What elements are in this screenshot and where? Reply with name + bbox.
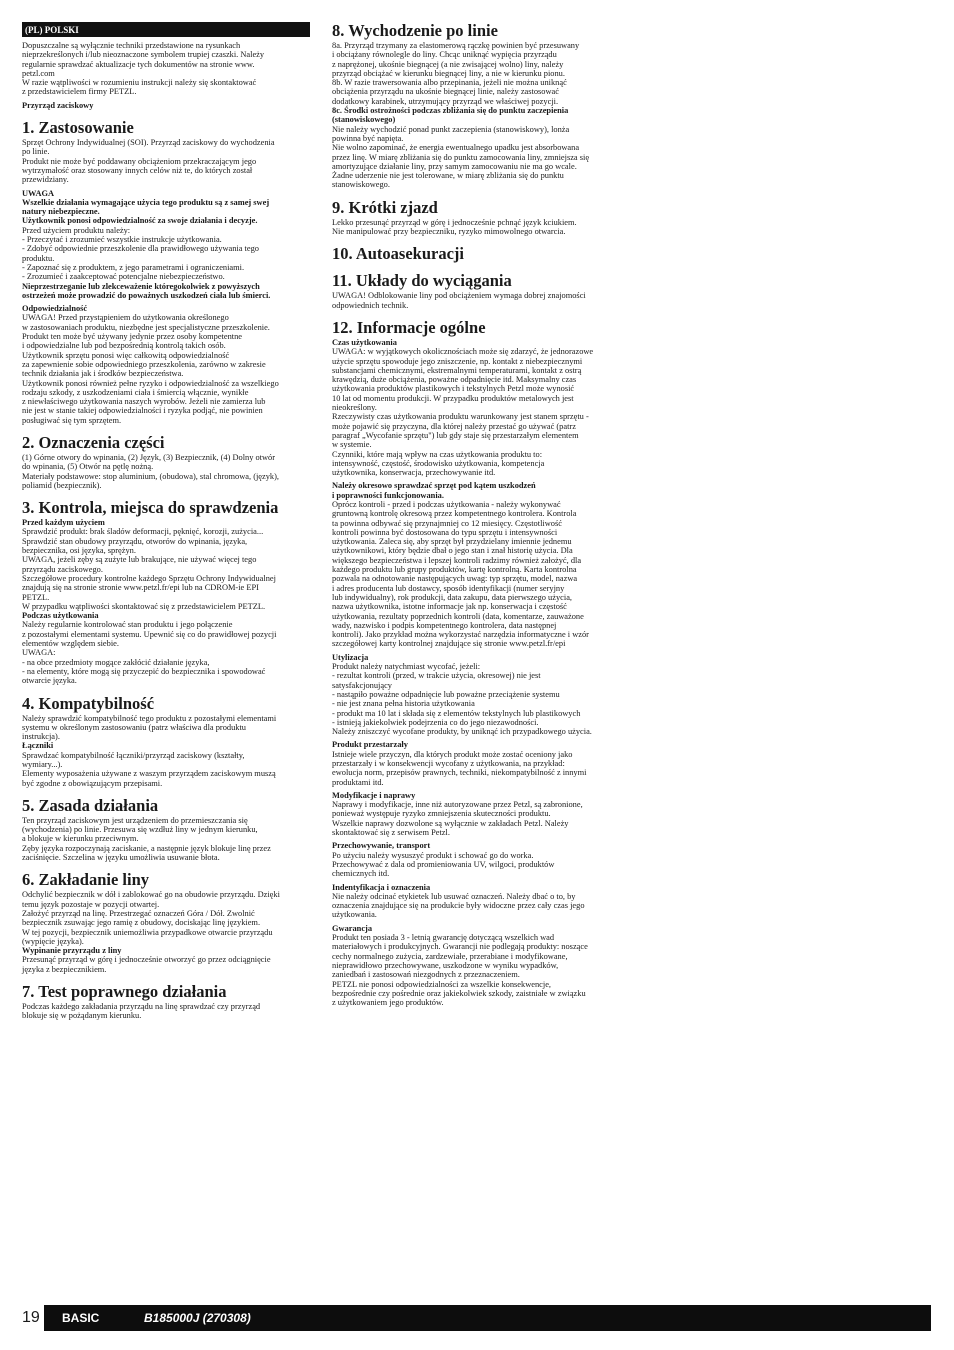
zasada-text: Ten przyrząd zaciskowym jest urządzeniem do przemieszczania się (wychodzenia) po linie. Przesuwa się wzdłuż liny w jednym kierunku, a blokuje w kierunku przeciwnym. Zęby języka rozpoczynają zaciskanie, a następnie język blokuje linę przez zaciśnięcie. Szczelina w języku umożliwia usuwanie błota. (22, 815, 271, 863)
page-number: 19 (22, 1309, 40, 1326)
wypinanie-label: Wypinanie przyrządu z liny (22, 946, 122, 956)
kontrola-text-2: Należy regularnie kontrolować stan produktu i jego połączenie z pozostałymi elementami systemu. Upewnić się co do prawidłowej pozycji elementów względem siebie. UWAGA: - na obce przedmioty mogące zakłócić działanie języka, - na elementy, które mogą się przyczepić do bezpiecznika i spowodować otwarcie języka. (22, 620, 277, 686)
gwarancja-label: Gwarancja (332, 923, 373, 933)
document-code: B185000J (270308) (144, 1311, 251, 1325)
uwaga-text: Przed użyciem produktu należy: - Przeczytać i zrozumieć wszystkie instrukcje użytkowania. - Zdobyć odpowiednie przeszkolenie dla prawidłowego używania tego produktu. - Zapoznać się z produktem, z jego parametrami i ograniczeniami. - Zrozumieć i zaakceptować potencjalne niebezpieczeństwo. (22, 225, 259, 282)
heading-zastosowanie: 1. Zastosowanie (22, 118, 134, 138)
page-footer (22, 1305, 931, 1331)
wychodzenie-bold: 8c. Środki ostrożności podczas zbliżania się do punktu zaczepienia (stanowiskowego) (332, 106, 569, 125)
przechowywanie-text: Po użyciu należy wysuszyć produkt i schować go do worka. Przechowywać z dala od promieniowania UV, wilgoci, produktów chemicznych itd. (332, 850, 555, 879)
utylizacja-text: Produkt należy natychmiast wycofać, jeżeli: - rezultat kontroli (przed, w trakcie użycia, okresowej) nie jest satysfakcjonujący - nastąpiło poważne odpadnięcie lub poważne przeciążenie systemu - nie jest znana pełna historia użytkowania - produkt ma 10 lat i składa się z elementów tekstylnych lub plastikowych - istnieją jakiekolwiek podejrzenia co do jego niezawodności. Należy zniszczyć wycofane produkty, by uniknąć ich przypadkowego użycia. (332, 662, 592, 737)
modyfikacje-label: Modyfikacje i naprawy (332, 790, 416, 800)
kompatybilnosc-text-2: Sprawdzać kompatybilność łączniki/przyrząd zaciskowy (kształty, wymiary...). Elementy wyposażenia używane z waszym przyrządem zaciskowym muszą być zgodne z obowiązującym przepisami. (22, 750, 276, 788)
kontrola-label-2: Podczas użytkowania (22, 611, 99, 621)
przestarzaly-text: Istnieje wiele przyczyn, dla których produkt może zostać oceniony jako przestarzały i w konsekwencji wycofany z użytkowania, na przykład: ewolucja norm, przepisów prawnych, techniki, niekompatybilność z innymi produktami itd. (332, 749, 587, 787)
heading-kontrola: 3. Kontrola, miejsca do sprawdzenia (22, 498, 279, 518)
uklady-text: UWAGA! Odblokowanie liny pod obciążeniem wymaga dobrej znajomości odpowiednich technik. (332, 291, 586, 310)
uwaga-bold-2: Nieprzestrzeganie lub zlekceważenie któregokolwiek z powyższych ostrzeżeń może prowadzić do poważnych uszkodzeń ciała lub śmierci. (22, 281, 271, 300)
heading-informacje: 12. Informacje ogólne (332, 317, 486, 337)
uwaga-bold: Wszelkie działania wymagające użycia tego produktu są z samej swej natury niebezpieczne. Użytkownik ponosi odpowiedzialność za swoje działania i decyzje. (22, 197, 270, 226)
uwaga-label: UWAGA (22, 188, 55, 198)
right-column (332, 22, 622, 1007)
heading-kompatybilnosc: 4. Kompatybilność (22, 693, 155, 713)
utylizacja-label: Utylizacja (332, 652, 369, 662)
footer-bar (44, 1305, 931, 1331)
wychodzenie-text-2: Nie należy wychodzić ponad punkt zaczepienia (stanowiskowy), lonża powinna być napięta. Nie wolno zapominać, że energia ewentualnego upadku jest absorbowana przez linę. W miarę zbliżania się do punktu zamocowania liny, zmniejsza się amortyzujące działanie liny, przy samym zamocowaniu nie ma go wcale. Żadne uderzenie nie jest tolerowane, w miarę zbliżania się do punktu stanowiskowego. (332, 124, 590, 190)
heading-wychodzenie: 8. Wychodzenie po linie (332, 21, 498, 40)
heading-zasada: 5. Zasada działania (22, 795, 159, 815)
product-name: BASIC (62, 1311, 100, 1325)
language-header: (PL) POLSKI (22, 22, 310, 37)
gwarancja-text: Produkt ten posiada 3 - letnią gwarancję dotyczącą wszelkich wad materiałowych i produkcyjnych. Gwarancji nie podlegają produkty: noszące cechy normalnego zużycia, zardzewiałe, przerabiane i modyfikowane, nieprawidłowo przechowywane, uszkodzone w wyniku wypadków, zaniedbań i zastosowań niezgodnych z przeznaczeniem. PETZL nie ponosi odpowiedzialności za wszelkie konsekwencje, bezpośrednie czy pośrednie oraz jakiekolwiek szkody, zaistniałe w związku z użytkowaniem jego produktów. (332, 933, 588, 1008)
modyfikacje-text: Naprawy i modyfikacje, inne niż autoryzowane przez Petzl, są zabronione, ponieważ występuje ryzyko zmniejszenia skuteczności produktu. Wszelkie naprawy dozwolone są wyłącznie w zakładach Petzl. Należy skontaktować się z serwisem Petzl. (332, 800, 583, 838)
przestarzaly-label: Produkt przestarzały (332, 740, 408, 750)
kompatybilnosc-text-1: Należy sprawdzić kompatybilność tego produktu z pozostałymi elementami systemu w określonym zastosowaniu (patrz właściwa dla produktu instrukcja). (22, 713, 277, 742)
zakladanie-text-1: Odchylić bezpiecznik w dół i zablokować go na obudowie przyrządu. Dzięki temu język pozostaje w pozycji otwartej. Założyć przyrząd na linę. Przestrzegać oznaczeń Góra / Dół. Zwolnić bezpiecznik zsuwając jego ramię z obudowy, dociskając linę językiem. W tej pozycji, bezpiecznik uniemożliwia przypadkowe otwarcie przyrządu (wypięcie języka). (22, 890, 280, 946)
identyfikacja-text: Nie należy odcinać etykietek lub usuwać oznaczeń. Należy dbać o to, by oznaczenia znajdujące się na produkcie były widoczne przez cały czas jego użytkowania. (332, 891, 585, 920)
czas-label: Czas użytkowania (332, 337, 397, 347)
heading-uklady: 11. Układy do wyciągania (332, 271, 512, 291)
odpowiedzialnosc-label: Odpowiedzialność (22, 304, 88, 314)
heading-zakladanie: 6. Zakładanie liny (22, 870, 149, 890)
intro-text: Dopuszczalne są wyłącznie techniki przedstawione na rysunkach nieprzekreślonych i/lub nieoznaczone symbolem trupiej czaszki. Należy regularnie sprawdzać aktualizacje tych dokumentów na stronie www. petzl.com W razie wątpliwości w rozumieniu instrukcji należy się skontaktować z przedstawicielem firmy PETZL. (22, 41, 265, 97)
heading-oznaczenia: 2. Oznaczenia części (22, 432, 165, 452)
left-column (22, 22, 310, 1021)
laczniki-label: Łączniki (22, 741, 54, 751)
product-type: Przyrząd zaciskowy (22, 100, 94, 110)
oznaczenia-text: (1) Górne otwory do wpinania, (2) Język, (3) Bezpiecznik, (4) Dolny otwór do wpinania, (5) Otwór na pętlę nożną. Materiały podstawowe: stop aluminium, (obudowa), stal chromowa, (język), poliamid (bezpiecznik). (22, 452, 280, 490)
sprawdzac-label: Należy okresowo sprawdzać sprzęt pod kątem uszkodzeń i poprawności funkcjonowania. (332, 481, 536, 500)
krotki-zjazd-text: Lekko przesunąć przyrząd w górę i jednocześnie pchnąć język kciukiem. Nie manipulować przy bezpieczniku, ryzyko mimowolnego otwarcia. (332, 217, 577, 237)
test-text: Podczas każdego zakładania przyrządu na linę sprawdzać czy przyrząd blokuje się w pożądanym kierunku. (22, 1002, 261, 1021)
odpowiedzialnosc-text: UWAGA! Przed przystąpieniem do użytkowania określonego w zastosowaniach produktu, niezbędne jest specjalistyczne przeszkolenie. Produkt ten może być używany jedynie przez osoby kompetentne i odpowiedzialne lub pod bezpośrednią kontrolą takich osób. Użytkownik sprzętu ponosi więc całkowitą odpowiedzialność za zapewnienie sobie odpowiedniego przeszkolenia, zarówno w zakresie technik działania jak i środków bezpieczeństwa. Użytkownik ponosi również pełne ryzyko i odpowiedzialność za wszelkiego rodzaju szkody, z uszkodzeniami ciała i śmiercią włącznie, wynikłe z niewłaściwego użytkowania naszych wyrobów. Jeżeli nie zamierza lub nie jest w stanie takiej odpowiedzialności i ryzyka podjąć, nie powinien posługiwać się tym sprzętem. (22, 313, 279, 425)
identyfikacja-label: Indentyfikacja i oznaczenia (332, 882, 431, 892)
heading-autoasekuracji: 10. Autoasekuracji (332, 244, 464, 264)
przechowywanie-label: Przechowywanie, transport (332, 841, 431, 851)
kontrola-label-1: Przed każdym użyciem (22, 518, 105, 528)
kontrola-text-1: Sprawdzić produkt: brak śladów deformacji, pęknięć, korozji, zużycia... Sprawdzić stan obudowy przyrządu, otworów do wpinania, języka, bezpiecznika, osi języka, sprężyn. UWAGA, jeżeli zęby są zużyte lub brakujące, nie używać więcej tego przyrządu zaciskowego. Szczegółowe procedury kontrolne każdego Sprzętu Ochrony Indywidualnej znajdują się na stronie stronie www.petzl.fr/epi lub na CDROM-ie EPI PETZL. W przypadku wątpliwości skontaktować się z przedstawicielem PETZL. (22, 527, 276, 611)
zakladanie-text-2: Przesunąć przyrząd w górę i jednocześnie otworzyć go przez odciągnięcie języka z bezpiecznikiem. (22, 955, 271, 974)
wychodzenie-text-1: 8a. Przyrząd trzymany za elastomerową rączkę powinien być przesuwany i obciążany równolegle do liny. Chcąc uniknąć wypięcia przyrządu z naprężonej, ukośnie biegnącej (a nie zwisającej wolno) liny, należy przyrząd obciążać w kierunku biegnącej liny, a nie w kierunku pionu. 8b. W razie trawersowania albo przepinania, jeżeli nie można uniknąć obciążenia przyrządu na ukośnie biegnącej linie, należy zastosować dodatkowy karabinek, utrzymujący przyrząd we właściwej pozycji. (332, 41, 580, 106)
zastosowanie-text: Sprzęt Ochrony Indywidualnej (SOI). Przyrząd zaciskowy do wychodzenia po linie. Produkt nie może być poddawany obciążeniom przekraczającym jego wytrzymałość oraz stosowany innych celów niż te, do których został przewidziany. (22, 138, 275, 185)
czas-text: UWAGA: w wyjątkowych okolicznościach może się zdarzyć, że jednorazowe użycie sprzętu spowoduje jego zniszczenie, np. kontakt z niebezpiecznymi substancjami chemicznymi, ekstremalnymi temperaturami, kontakt z ostrą krawędzią, duże obciążenia, poważne odpadnięcie itd. Maksymalny czas użytkowania produktów plastikowych i tekstylnych Petzl może wynosić 10 lat od momentu produkcji. W przypadku produktów metalowych jest nieokreślony. Rzeczywisty czas użytkowania produktu warunkowany jest stanem sprzętu - może pojawić się przyczyna, dla której należy przestać go używać (patrz paragraf „Wycofanie sprzętu") lub gdy staje się przestarzałym elementem w systemie. Czynniki, które mają wpływ na czas użytkowania produktu to: intensywność, częstość, środowisko użytkowania, kompetencja użytkownika, konserwacja, przechowywanie itd. (332, 347, 594, 478)
heading-krotki-zjazd: 9. Krótki zjazd (332, 197, 438, 217)
heading-test: 7. Test poprawnego działania (22, 982, 227, 1002)
sprawdzac-text: Oprócz kontroli - przed i podczas użytkowania - należy wykonywać gruntowną kontrolę okresową przez kompetentnego kontrolera. Kontrola ta powinna odbywać się przynajmniej co 12 miesięcy. Częstotliwość kontroli powinna być dostosowana do typu sprzętu i intensywności użytkowania. Zaleca się, aby sprzęt był przydzielany imiennie jednemu użytkownikowi, który będzie dbał o jego stan i znał historię użycia. Dla większego bezpieczeństwa i lepszej kontroli radzimy również założyć, dla każdego produktu lub grupy produktów, kartę kontrolną. Karta kontrolna pozwala na odnotowanie następujących uwag: typ sprzętu, model, nazwa i adres producenta lub dostawcy, sposób identyfikacji (numer seryjny lub indywidualny), rok produkcji, data zakupu, data pierwszego użycia, nazwa użytkownika, istotne informacje jak np. konserwacja i częstość użytkowania, rezultaty poprzednich kontroli (data, komentarze, zauważone wady, nazwisko i podpis kompetentnego kontrolera, data następnej kontroli). Jako przykład można wykorzystać narzędzia informatyczne i wzór szczegółowej karty kontrolnej znajdujące się stronie www.petzl.fr/epi (332, 499, 589, 649)
